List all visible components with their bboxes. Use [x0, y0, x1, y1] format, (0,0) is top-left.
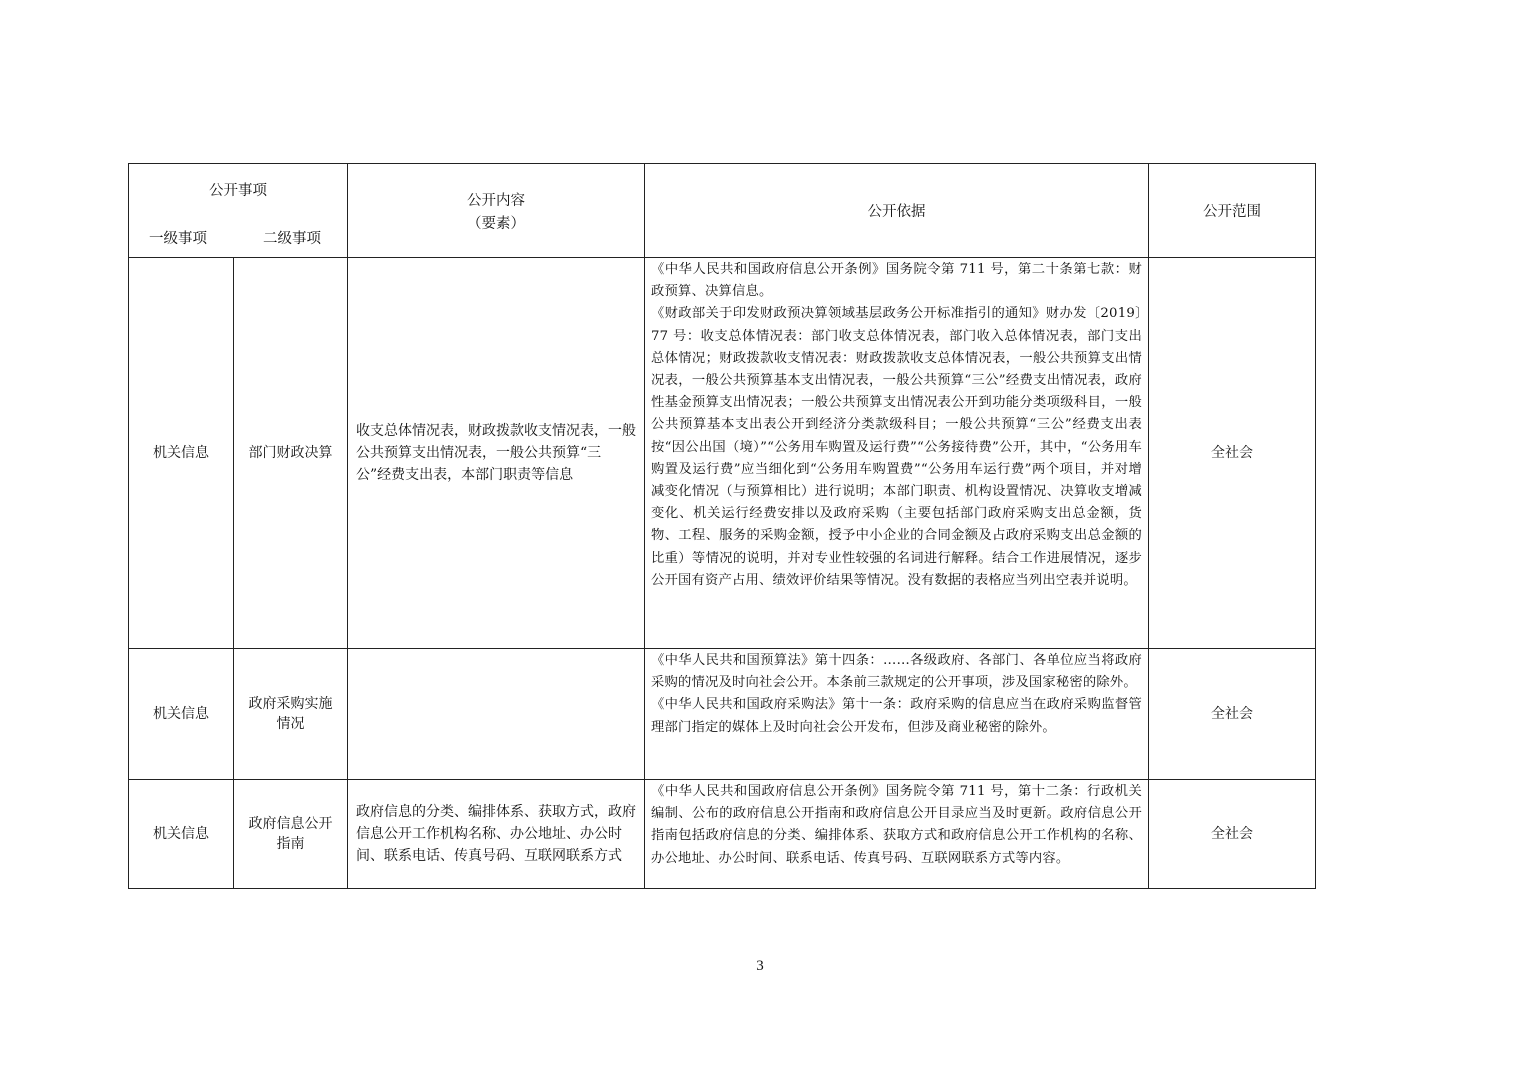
- table-header-row: [129, 164, 1316, 258]
- row-level1: 机关信息: [129, 649, 234, 780]
- table-row: [129, 258, 1316, 649]
- row-level2-text: 部门财政决算: [248, 445, 333, 461]
- disclosure-table: [128, 163, 1316, 889]
- header-content-title: 公开内容: [467, 192, 525, 209]
- row-level2: [234, 649, 348, 780]
- header-group-cell: [129, 164, 348, 258]
- header-basis: 公开依据: [645, 164, 1149, 258]
- header-content-subtitle: （要素）: [467, 215, 525, 232]
- basis-paragraph: 《财政部关于印发财政预决算领域基层政务公开标准指引的通知》财办发〔2019〕77 号：收支总体情况表：部门收支总体情况表，部门收入总体情况表，部门支出总体情况；财政拨款收支情况表：财政拨款收支总体情况表，一般公共预算支出情况表，一般公共预算基本支出情况表，一般公共预算“三公”经费支出情况表，政府性基金预算支出情况表；一般公共预算支出情况表公开到功能分类项级科目，一般公共预算基本支出表公开到经济分类款级科目；一般公共预算“三公”经费支出表按“因公出国（境）”“公务用车购置及运行费”“公务接待费”公开，其中，“公务用车购置及运行费”应当细化到“公务用车购置费”“公务用车运行费”两个项目，并对增减变化情况（与预算相比）进行说明；本部门职责、机构设置情况、决算收支增减变化、机关运行经费安排以及政府采购（主要包括部门政府采购支出总金额，货物、工程、服务的采购金额，授予中小企业的合同金额及占政府采购支出总金额的比重）等情况的说明，并对专业性较强的名词进行解释。结合工作进展情况，逐步公开国有资产占用、绩效评价结果等情况。没有数据的表格应当列出空表并说明。: [651, 306, 1142, 588]
- row-scope: 全社会: [1149, 780, 1316, 889]
- basis-paragraph: 《中华人民共和国政府采购法》第十一条：政府采购的信息应当在政府采购监督管理部门指定的媒体上及时向社会公开发布，但涉及商业秘密的除外。: [651, 697, 1142, 735]
- row-content: 收支总体情况表，财政拨款收支情况表，一般公共预算支出情况表，一般公共预算“三公”经费支出表，本部门职责等信息: [348, 258, 645, 649]
- header-group-title: 公开事项: [209, 182, 267, 199]
- basis-paragraph: 《中华人民共和国政府信息公开条例》国务院令第 711 号，第二十条第七款：财政预算、决算信息。: [651, 262, 1142, 300]
- row-content: 政府信息的分类、编排体系、获取方式，政府信息公开工作机构名称、办公地址、办公时间、联系电话、传真号码、互联网联系方式: [348, 780, 645, 889]
- row-level2: [234, 780, 348, 889]
- row-basis: [645, 780, 1149, 889]
- row-basis: [645, 258, 1149, 649]
- table-row: [129, 780, 1316, 889]
- header-level1: 一级事项: [149, 230, 207, 247]
- row-scope: 全社会: [1149, 649, 1316, 780]
- row-level1: 机关信息: [129, 258, 234, 649]
- row-level2-text: 政府采购实施情况: [248, 696, 333, 732]
- header-content-cell: [348, 164, 645, 258]
- basis-paragraph: 《中华人民共和国政府信息公开条例》国务院令第 711 号，第十二条：行政机关编制、公布的政府信息公开指南和政府信息公开目录应当及时更新。政府信息公开指南包括政府信息的分类、编排体系、获取方式和政府信息公开工作机构的名称、办公地址、办公时间、联系电话、传真号码、互联网联系方式等内容。: [651, 784, 1142, 866]
- header-scope: 公开范围: [1149, 164, 1316, 258]
- table-row: [129, 649, 1316, 780]
- row-scope: 全社会: [1149, 258, 1316, 649]
- row-content: [348, 649, 645, 780]
- header-level2: 二级事项: [263, 230, 321, 247]
- basis-paragraph: 《中华人民共和国预算法》第十四条：……各级政府、各部门、各单位应当将政府采购的情况及时向社会公开。本条前三款规定的公开事项，涉及国家秘密的除外。: [651, 653, 1142, 691]
- row-basis: [645, 649, 1149, 780]
- row-level1: 机关信息: [129, 780, 234, 889]
- page-number: 3: [756, 958, 764, 974]
- row-level2-text: 政府信息公开指南: [248, 816, 333, 852]
- row-level2: [234, 258, 348, 649]
